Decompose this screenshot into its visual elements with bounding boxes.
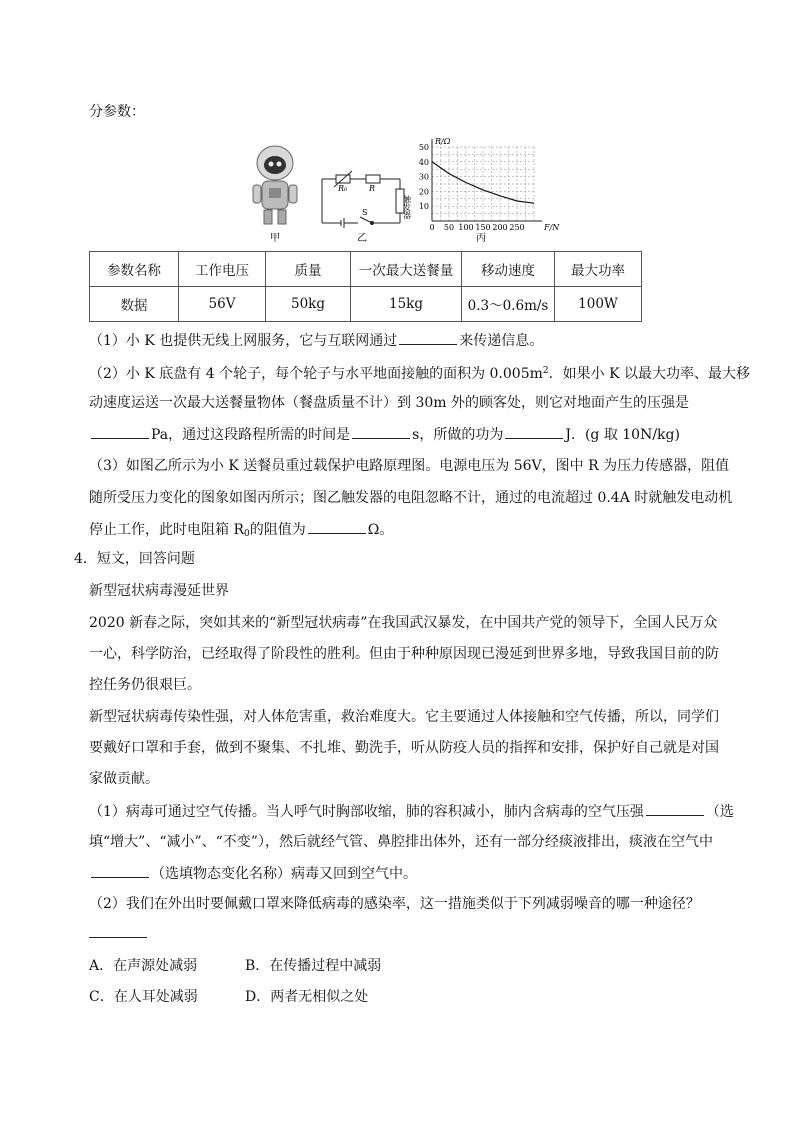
q4-sub1-line1: （1）病毒可通过空气传播。当人呼气时胸部收缩，肺的容积减小，肺内含病毒的空气压强 （选 [89, 801, 734, 822]
x-tick-label: 250 [509, 223, 525, 232]
circuit-label-trigger: 触发器 [402, 195, 412, 219]
table-row [90, 287, 642, 322]
table-cell: 工作电压 [179, 252, 266, 287]
q4-sub2: （2）我们在外出时要佩戴口罩来降低病毒的感染率，这一措施类似于下列减弱噪音的哪一种途径？ [89, 896, 700, 912]
circuit-label-r: R [369, 184, 376, 193]
figure-label-jia: 甲 [270, 233, 280, 244]
table-cell: 50kg [266, 287, 351, 322]
table-cell: 质量 [266, 252, 351, 287]
resistance-force-chart [419, 137, 560, 232]
q3-part2-line1: （2）小 K 底盘有 4 个轮子，每个轮子与水平地面接触的面积为 $0.005m^2$．如果小 K 以最大功率、最大移 [89, 366, 750, 382]
table-cell: 15kg [351, 287, 462, 322]
circuit-label-r0: R₀ [338, 184, 348, 193]
table-header-row [90, 252, 642, 287]
answer-blank[interactable] [91, 424, 149, 439]
parameter-table [89, 251, 642, 322]
y-tick-label: 20 [418, 187, 429, 197]
y-tick-label: 40 [418, 157, 429, 167]
x-axis-label: F/N [544, 223, 560, 232]
table-cell: 最大功率 [555, 252, 642, 287]
figure-label-bing: 丙 [476, 233, 486, 244]
answer-blank[interactable] [399, 330, 457, 345]
q4-number: 4．短文，回答问题 [74, 551, 195, 567]
answer-blank[interactable] [91, 863, 149, 878]
table-cell: 0.3～0.6m/s [462, 287, 555, 322]
answer-blank[interactable] [505, 424, 563, 439]
circuit-label-s: S [362, 208, 368, 217]
option-b[interactable]: B．在传播过程中减弱 [245, 958, 382, 974]
q4-para1-line3: 控任务仍很艰巨。 [89, 677, 201, 693]
q4-para2-line3: 家做贡献。 [89, 771, 159, 787]
circuit-diagram [322, 171, 404, 228]
option-a[interactable]: A．在声源处减弱 [89, 958, 198, 974]
answer-blank[interactable] [646, 801, 704, 816]
answer-blank[interactable] [89, 937, 147, 938]
q4-title: 新型冠状病毒漫延世界 [89, 583, 229, 599]
q4-para1-line2: 一心，科学防治，已经取得了阶段性的胜利。但由于种种原因现已漫延到世界多地，导致我国目前的防 [89, 646, 719, 662]
q4-para2-line1: 新型冠状病毒传染性强，对人体危害重，救治难度大。它主要通过人体接触和空气传播，所以，同学们 [89, 709, 719, 725]
figure-panel [250, 133, 560, 248]
q3-part3-line2: 随所受压力变化的图象如图丙所示；图乙触发器的电阻忽略不计，通过的电流超过 0.4A 时就触发电动机 [89, 490, 733, 506]
q4-sub1-line2: 填“增大”、“减小”、“不变”），然后就经气管、鼻腔排出体外，还有一部分经痰液排出，痰液在空气中 [89, 834, 713, 850]
x-tick-label: 200 [492, 223, 508, 232]
x-tick-label: 100 [458, 223, 474, 232]
table-cell: 参数名称 [90, 252, 179, 287]
q3-part3-line3: 停止工作，此时电阻箱 R0的阻值为 Ω。 [89, 519, 393, 544]
y-tick-label: 30 [418, 172, 429, 182]
table-cell: 56V [179, 287, 266, 322]
q4-para2-line2: 要戴好口罩和手套，做到不聚集、不扎堆、勤洗手，听从防疫人员的指挥和安排，保护好自己就是对国 [89, 740, 719, 756]
option-d[interactable]: D．两者无相似之处 [245, 989, 369, 1005]
x-tick-label: 50 [443, 223, 455, 232]
intro-text: 分参数： [89, 104, 145, 120]
q3-part2-line2: 动速度运送一次最大送餐量物体（餐盘质量不计）到 30m 外的顾客处，则它对地面产生的压强是 [89, 395, 689, 411]
table-cell: 100W [555, 287, 642, 322]
robot-illustration [253, 146, 297, 224]
q3-part2-line3: Pa，通过这段路程所需的时间是 s，所做的功为 J．(g 取 10N/kg) [89, 424, 680, 445]
figure-label-yi: 乙 [357, 233, 367, 244]
y-tick-label: 10 [418, 202, 429, 212]
x-tick-label: 150 [475, 223, 491, 232]
x-tick-label: 0 [429, 223, 435, 232]
table-cell: 一次最大送餐量 [351, 252, 462, 287]
y-tick-label: 50 [418, 143, 429, 152]
y-axis-label: R/Ω [435, 137, 451, 146]
q3-part1: （1）小 K 也提供无线上网服务，它与互联网通过 来传递信息。 [89, 330, 543, 351]
q4-sub1-line3: （选填物态变化名称）病毒又回到空气中。 [89, 863, 417, 884]
table-cell: 移动速度 [462, 252, 555, 287]
table-cell: 数据 [90, 287, 179, 322]
answer-blank[interactable] [352, 424, 410, 439]
answer-blank[interactable] [308, 519, 366, 534]
option-c[interactable]: C．在人耳处减弱 [89, 989, 198, 1005]
q3-part3-line1: （3）如图乙所示为小 K 送餐员重过载保护电路原理图。电源电压为 56V，图中 R 为压力传感器，阻值 [89, 458, 730, 474]
q4-para1-line1: 2020 新春之际，突如其来的“新型冠状病毒”在我国武汉暴发，在中国共产党的领导下，全国人民万众 [89, 615, 718, 631]
